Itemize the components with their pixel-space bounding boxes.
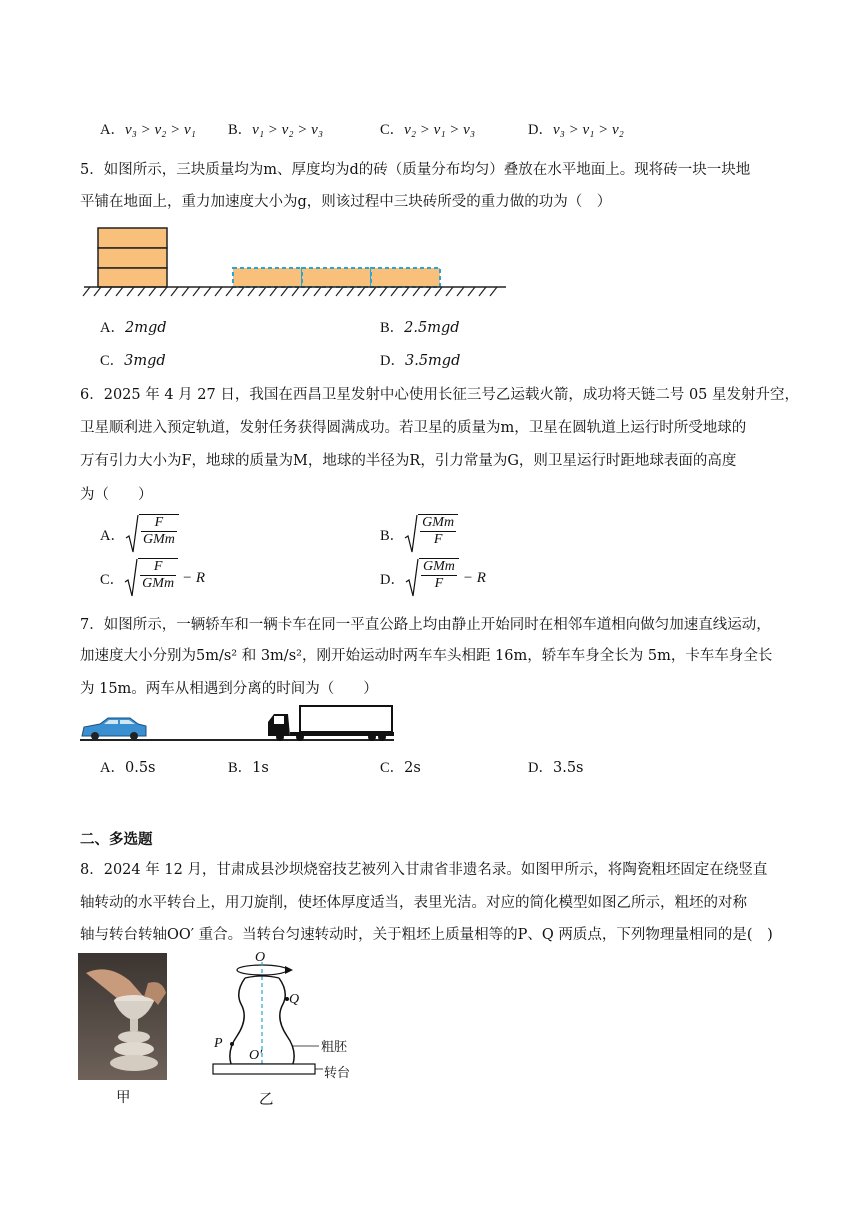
- q6-stem-line-4: 为（ ）: [80, 487, 153, 503]
- q6-stem-line-1: 6．2025 年 4 月 27 日，我国在西昌卫星发射中心使用长征三号乙运载火箭，成功将天链二号 05 星发射升空，: [80, 387, 800, 403]
- truck-icon: [268, 706, 394, 741]
- flat-brick-1: [233, 268, 302, 287]
- q6-option-c: C． $\frac{F}{\text{GMm}}$ − R: [100, 558, 205, 598]
- stacked-brick-bottom: [98, 268, 167, 287]
- figure-label-yi: 乙: [259, 1092, 274, 1108]
- sqrt-sign-icon: $\frac{\text{GMm}}{F}$: [404, 514, 458, 554]
- point-p: [230, 1042, 234, 1046]
- q7-option-b: B．1s: [228, 760, 269, 776]
- q7-option-d: D．3.5s: [528, 760, 584, 776]
- q5-option-b: B．2.5mgd: [380, 320, 460, 336]
- q7-option-a: A．0.5s: [100, 760, 156, 776]
- q4-option-b: B．v₁ > v₂ > v₃: [228, 122, 324, 138]
- q6-option-d: D． $\frac{\text{GMm}}{F}$ − R: [380, 558, 486, 598]
- stacked-brick-middle: [98, 248, 167, 268]
- label-turntable: 转台: [324, 1066, 351, 1081]
- q7-option-c: C．2s: [380, 760, 421, 776]
- q6-stem-line-3: 万有引力大小为F，地球的质量为M，地球的半径为R，引力常量为G，则卫星运行时距地球表面的高度: [80, 453, 737, 469]
- label-rough-blank: 粗胚: [321, 1040, 348, 1055]
- flat-brick-3: [371, 268, 440, 287]
- sqrt-sign-icon: $\frac{F}{\text{GMm}}$: [125, 514, 179, 554]
- stacked-brick-top: [98, 228, 167, 248]
- q5-stem-line-2: 平铺在地面上，重力加速度大小为g，则该过程中三块砖所受的重力做的功为（ ）: [80, 194, 612, 210]
- q7-stem-line-3: 为 15m。两车从相遇到分离的时间为（ ）: [80, 681, 378, 697]
- sqrt-sign-icon: $\frac{\text{GMm}}{F}$: [405, 558, 459, 598]
- figure-label-jia: 甲: [116, 1090, 131, 1106]
- q8-stem-line-2: 轴转动的水平转台上，用刀旋削，使坯体厚度适当，表里光洁。对应的简化模型如图乙所示，粗坯的对称: [80, 895, 747, 911]
- label-q: Q: [289, 992, 300, 1007]
- q5-option-c: C．3mgd: [100, 353, 166, 369]
- q5-option-a: A．2mgd: [100, 320, 167, 336]
- q8-stem-line-3: 轴与转台转轴OO′ 重合。当转台匀速转动时，关于粗坯上质量相等的P、Q 两质点，下列物理量相同的是( ): [80, 927, 773, 943]
- q4-option-d: D．v₃ > v₁ > v₂: [528, 122, 624, 138]
- vase-right-outline: [279, 978, 294, 1064]
- label-o: O: [255, 950, 266, 965]
- sqrt-sign-icon: $\frac{F}{\text{GMm}}$: [124, 558, 178, 598]
- vase-left-outline: [230, 978, 245, 1064]
- q4-option-a: A．v₃ > v₂ > v₁: [100, 122, 196, 138]
- q7-stem-line-1: 7．如图所示，一辆轿车和一辆卡车在同一平直公路上均由静止开始同时在相邻车道相向做匀加速直线运动，: [80, 617, 771, 633]
- q5-option-d: D．3.5mgd: [380, 353, 461, 369]
- pottery-diagram: [205, 950, 365, 1080]
- section-heading: 二、多选题: [80, 832, 153, 848]
- cars-figure: [78, 700, 398, 746]
- q5-stem-line-1: 5．如图所示，三块质量均为m、厚度均为d的砖（质量分布均匀）叠放在水平地面上。现将砖一块一块地: [80, 162, 751, 178]
- q6-stem-line-2: 卫星顺利进入预定轨道，发射任务获得圆满成功。若卫星的质量为m，卫星在圆轨道上运行时所受地球的: [80, 420, 747, 436]
- label-p: P: [214, 1036, 223, 1051]
- q6-option-b: B． $\frac{\text{GMm}}{F}$: [380, 514, 458, 554]
- q4-option-c: C．v₂ > v₁ > v₃: [380, 122, 476, 138]
- q6-option-a: A． $\frac{F}{\text{GMm}}$: [100, 514, 179, 554]
- sedan-icon: [82, 718, 146, 740]
- ground-hatching: [83, 287, 497, 296]
- turntable: [213, 1064, 315, 1074]
- bricks-figure: [80, 224, 510, 300]
- label-o-prime: O′: [249, 1048, 263, 1063]
- q8-stem-line-1: 8．2024 年 12 月，甘肃成县沙坝烧窑技艺被列入甘肃省非遗名录。如图甲所示，将陶瓷粗坯固定在绕竖直: [80, 862, 768, 878]
- q7-stem-line-2: 加速度大小分别为5m/s² 和 3m/s²，刚开始运动时两车车头相距 16m，轿车车身全长为 5m，卡车车身全长: [80, 648, 773, 664]
- flat-brick-2: [302, 268, 371, 287]
- pottery-photo: [78, 953, 167, 1080]
